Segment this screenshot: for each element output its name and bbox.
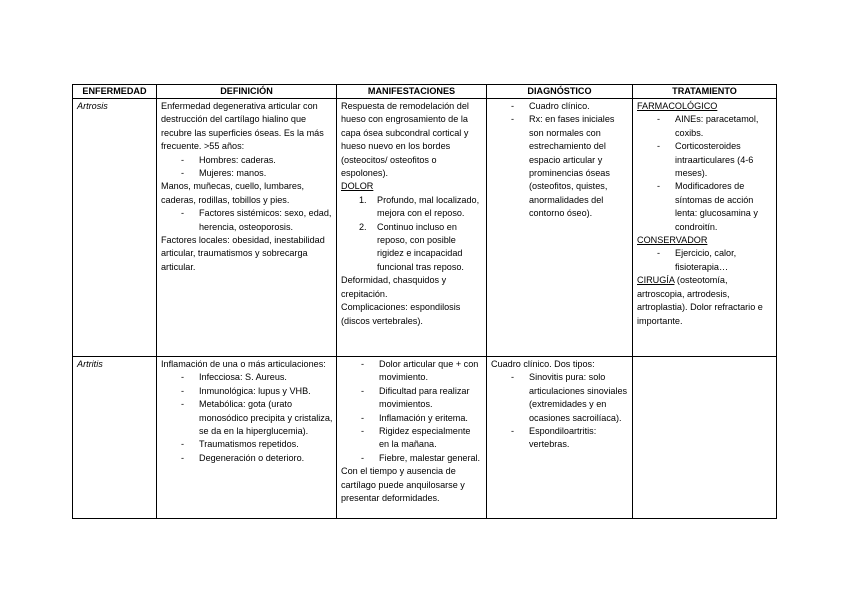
cell-definicion <box>157 99 337 357</box>
conservador-list <box>637 247 773 274</box>
manifest-deformidad: Deformidad, chasquidos y crepitación. <box>341 275 447 299</box>
definition-intro: Inflamación de una o más articulaciones: <box>161 359 326 369</box>
list-item: - Modificadores de síntomas de acción lenta: glucosamina y condroitín. <box>637 180 773 234</box>
cirugia-heading: CIRUGÍA <box>637 275 675 286</box>
definition-list <box>161 371 333 465</box>
diagnostic-intro: Cuadro clínico. Dos tipos: <box>491 359 595 369</box>
cirugia-text: (osteotomía, artroscopia, artrodesis, artroplastia). Dolor refractario e importante. <box>637 275 763 326</box>
list-item: - Espondiloartritis: vertebras. <box>491 425 629 452</box>
list-item: - Corticosteroides intraarticulares (4-6 meses). <box>637 140 773 180</box>
header-diagnostico: DIAGNÓSTICO <box>487 85 633 99</box>
diagnostic-list <box>491 100 629 221</box>
dolor-heading: DOLOR <box>341 181 374 192</box>
conservador-heading: CONSERVADOR <box>637 235 708 246</box>
list-item: - Ejercicio, calor, fisioterapia… <box>637 247 773 274</box>
disease-table <box>72 84 777 519</box>
cell-definicion <box>157 357 337 519</box>
list-item: - Degeneración o deterioro. <box>161 452 333 465</box>
list-item: - Hombres: caderas. <box>161 154 333 167</box>
header-tratamiento: TRATAMIENTO <box>633 85 777 99</box>
cirugia-paragraph <box>637 274 773 328</box>
table-row-artrosis <box>73 99 777 357</box>
list-item: - Cuadro clínico. <box>491 100 629 113</box>
header-manifestaciones: MANIFESTACIONES <box>337 85 487 99</box>
list-item: - Fiebre, malestar general. <box>341 452 483 465</box>
cell-disease-name: Artrosis <box>73 99 157 357</box>
cell-diagnostico <box>487 99 633 357</box>
dolor-list <box>341 194 483 274</box>
cell-manifestaciones <box>337 357 487 519</box>
header-enfermedad: ENFERMEDAD <box>73 85 157 99</box>
definition-factors-list <box>161 207 333 234</box>
header-definicion: DEFINICIÓN <box>157 85 337 99</box>
list-item: - Sinovitis pura: solo articulaciones sinoviales (extremidades y en ocasiones sacroilíaca). <box>491 371 629 425</box>
cell-manifestaciones <box>337 99 487 357</box>
list-item: 1. Profundo, mal localizado, mejora con el reposo. <box>359 194 480 219</box>
list-item: - Metabólica: gota (urato monosódico precipita y cristaliza, se da en la hiperglucemia). <box>161 398 333 438</box>
header-row <box>73 85 777 99</box>
farmacologico-heading: FARMACOLÓGICO <box>637 101 718 111</box>
list-item: - Inflamación y eritema. <box>341 412 483 425</box>
definition-intro: Enfermedad degenerativa articular con destrucción del cartílago hialino que recubre las superficies óseas. Es la más frecuente. >55 años: <box>161 101 324 152</box>
cell-diagnostico <box>487 357 633 519</box>
list-item: 2. Continuo incluso en reposo, con posible rigidez e incapacidad funcional tras reposo. <box>359 221 464 272</box>
cell-tratamiento <box>633 99 777 357</box>
farmacologico-list <box>637 113 773 234</box>
list-item: - Factores sistémicos: sexo, edad, herencia, osteoporosis. <box>161 207 333 234</box>
manifest-intro: Respuesta de remodelación del hueso con engrosamiento de la capa ósea subcondral cortical y hueso nuevo en los bordes (osteocitos/ osteofitos o espolones). <box>341 101 469 179</box>
list-item: - Dificultad para realizar movimientos. <box>341 385 483 412</box>
list-item: - Dolor articular que + con movimiento. <box>341 358 483 385</box>
definition-list <box>161 154 333 181</box>
list-item: - Traumatismos repetidos. <box>161 438 333 451</box>
list-item: - Rigidez especialmente en la mañana. <box>341 425 483 452</box>
manifest-complicaciones: Complicaciones: espondilosis (discos vertebrales). <box>341 302 461 326</box>
definition-local-factors: Factores locales: obesidad, inestabilidad articular, traumatismos y sobrecarga articular. <box>161 235 325 272</box>
diagnostic-list <box>491 371 629 451</box>
list-item: - AINEs: paracetamol, coxibs. <box>637 113 773 140</box>
cell-disease-name: Artritis <box>73 357 157 519</box>
list-item: - Inmunológica: lupus y VHB. <box>161 385 333 398</box>
definition-locations: Manos, muñecas, cuello, lumbares, caderas, rodillas, tobillos y pies. <box>161 181 305 205</box>
list-item: - Mujeres: manos. <box>161 167 333 180</box>
list-item: - Infecciosa: S. Aureus. <box>161 371 333 384</box>
manifest-end: Con el tiempo y ausencia de cartílago puede anquilosarse y presentar deformidades. <box>341 466 465 504</box>
table-row-artritis <box>73 357 777 519</box>
cell-tratamiento-empty <box>633 357 777 519</box>
manifest-list <box>341 358 483 465</box>
list-item: - Rx: en fases iniciales son normales con estrechamiento del espacio articular y prominencias óseas (osteofitos, quistes, anormalidades del contorno óseo). <box>491 113 629 220</box>
